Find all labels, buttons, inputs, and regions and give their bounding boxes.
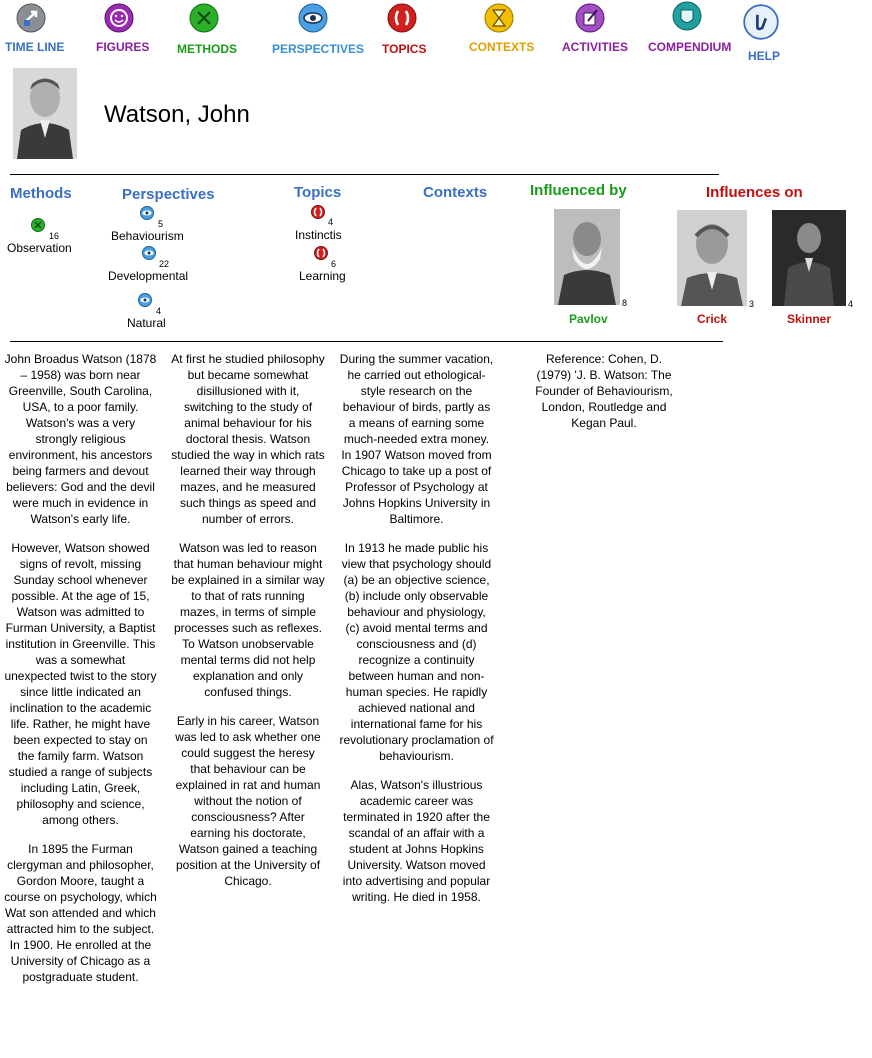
methods-icon [189,3,219,33]
contexts-heading: Contexts [423,184,488,201]
biography-column-2 [171,351,325,902]
perspectives-icon [138,293,152,307]
perspective-label[interactable]: Developmental [108,269,189,283]
figures-icon [104,3,134,33]
perspective-count: 4 [156,306,162,316]
topics-icon [314,246,328,260]
help-icon [743,4,779,40]
paragraph: During the summer vacation, he carried out ethological-style research on the behaviour of birds, partly as a means of earning some much-needed extra money. In 1907 Watson moved from Chicago to take up a post of Professor of Psychology at Johns Hopkins University in Baltimore. [339,352,494,526]
reference-column [530,351,678,444]
method-label[interactable]: Observation [7,241,72,255]
influence-count: 3 [749,299,755,309]
nav-topics-label: TOPICS [382,42,427,56]
nav-activities-label: ACTIVITIES [562,40,629,54]
biography-column-3 [339,351,494,918]
topic-label[interactable]: Learning [299,269,346,283]
perspective-count: 22 [159,259,170,269]
nav-figures-label: FIGURES [96,40,150,54]
topic-count: 6 [331,259,337,269]
paragraph: Watson was led to reason that human behaviour might be explained in a similar way to that of rats running mazes, in terms of simple processes such as reflexes. To Watson unobservable mental terms did not help explanation and only confused things. [171,541,325,699]
nav-perspectives-label: PERSPECTIVES [272,42,365,56]
compendium-icon [672,1,702,31]
paragraph: Alas, Watson's illustrious academic career was terminated in 1920 after the scandal of an affair with a student at Johns Hopkins University. Watson moved into advertising and popular writing. He died in 1958. [342,778,491,904]
nav-perspectives[interactable] [268,0,363,60]
nav-compendium[interactable] [645,0,735,60]
perspective-label[interactable]: Behaviourism [111,229,184,243]
activities-icon [575,3,605,33]
perspectives-heading: Perspectives [122,186,215,203]
topic-count: 4 [328,217,334,227]
nav-help[interactable] [740,0,785,65]
paragraph: However, Watson showed signs of revolt, missing Sunday school whenever possible. At the age of 15, Watson was admitted to Furman University, a Baptist institution in Greenville. This was a somewhat unexpected twist to the story since little indicated an inclination to the academic life. Rather, he might have been expected to stay on the family farm. Watson studied a range of subjects including Latin, Greek, philosophy and science, among others. [4,541,157,827]
perspective-label[interactable]: Natural [127,316,166,330]
nav-timeline-label: TIME LINE [5,40,65,54]
pavlov-photo[interactable] [554,209,620,305]
methods-heading: Methods [10,185,72,202]
perspectives-icon [140,206,154,220]
biography-column-1 [4,351,157,998]
method-count: 16 [49,231,60,241]
methods-icon [31,218,45,232]
paragraph: In 1913 he made public his view that psychology should (a) be an objective science, (b) include only observable behaviour and physiology, (c) avoid mental terms and consciousness and (d) recognize a continuity between human and non-human species. He rapidly achieved national and international fame for his revolutionary proclamation of behaviourism. [339,541,494,763]
influence-name[interactable]: Skinner [787,312,832,326]
perspectives-icon [142,246,156,260]
paragraph: Early in his career, Watson was led to ask whether one could suggest the heresy that behaviour can be explained in rat and human without the notion of consciousness? After earning his doctorate, Watson gained a teaching position at the University of Chicago. [175,714,321,888]
reference-text: Reference: Cohen, D. (1979) 'J. B. Watson: The Founder of Behaviourism, London, Routledge and Kegan Paul. [535,352,673,430]
influenced-by-heading: Influenced by [530,182,627,199]
nav-timeline[interactable] [0,0,70,60]
influence-name[interactable]: Crick [697,312,728,326]
paragraph: At first he studied philosophy but became somewhat disillusioned with it, switching to the study of animal behaviour for his doctoral thesis. Watson studied the way in which rats learned their way through mazes, and he measured such things as speed and number of errors. [171,352,325,526]
crick-photo[interactable] [677,210,747,306]
perspectives-icon [298,3,328,33]
skinner-photo[interactable] [772,210,846,306]
nav-topics[interactable] [378,0,438,60]
nav-contexts[interactable] [465,0,535,60]
page-title: Watson, John [104,101,250,128]
nav-methods-label: METHODS [177,42,237,56]
perspective-count: 5 [158,219,164,229]
paragraph: In 1895 the Furman clergyman and philosopher, Gordon Moore, taught a course on psychology, which Wat son attended and which attracted him to the subject. In 1900. He enrolled at the University of Chicago as a postgraduate student. [4,842,157,984]
nav-compendium-label: COMPENDIUM [648,40,732,54]
influence-count: 4 [848,299,854,309]
topics-heading: Topics [294,184,342,201]
nav-help-label: HELP [748,49,781,63]
section-divider [10,341,723,342]
influences-on-heading: Influences on [706,184,803,201]
nav-contexts-label: CONTEXTS [469,40,535,54]
portrait-photo [13,68,77,159]
nav-figures[interactable] [90,0,150,60]
influence-count: 8 [622,298,628,308]
nav-methods[interactable] [170,0,240,60]
topic-label[interactable]: Instinctis [295,228,342,242]
nav-activities[interactable] [555,0,630,60]
header-divider [10,174,719,175]
influence-name[interactable]: Pavlov [569,312,608,326]
topics-icon [311,205,325,219]
timeline-icon [16,3,46,33]
paragraph: John Broadus Watson (1878 – 1958) was born near Greenville, South Carolina, USA, to a poor family. Watson's was a very strongly religious environment, his ancestors being farmers and devout believers: God and the devil were much in evidence in Watson's early life. [4,352,157,526]
topics-icon [387,3,417,33]
contexts-icon [484,3,514,33]
